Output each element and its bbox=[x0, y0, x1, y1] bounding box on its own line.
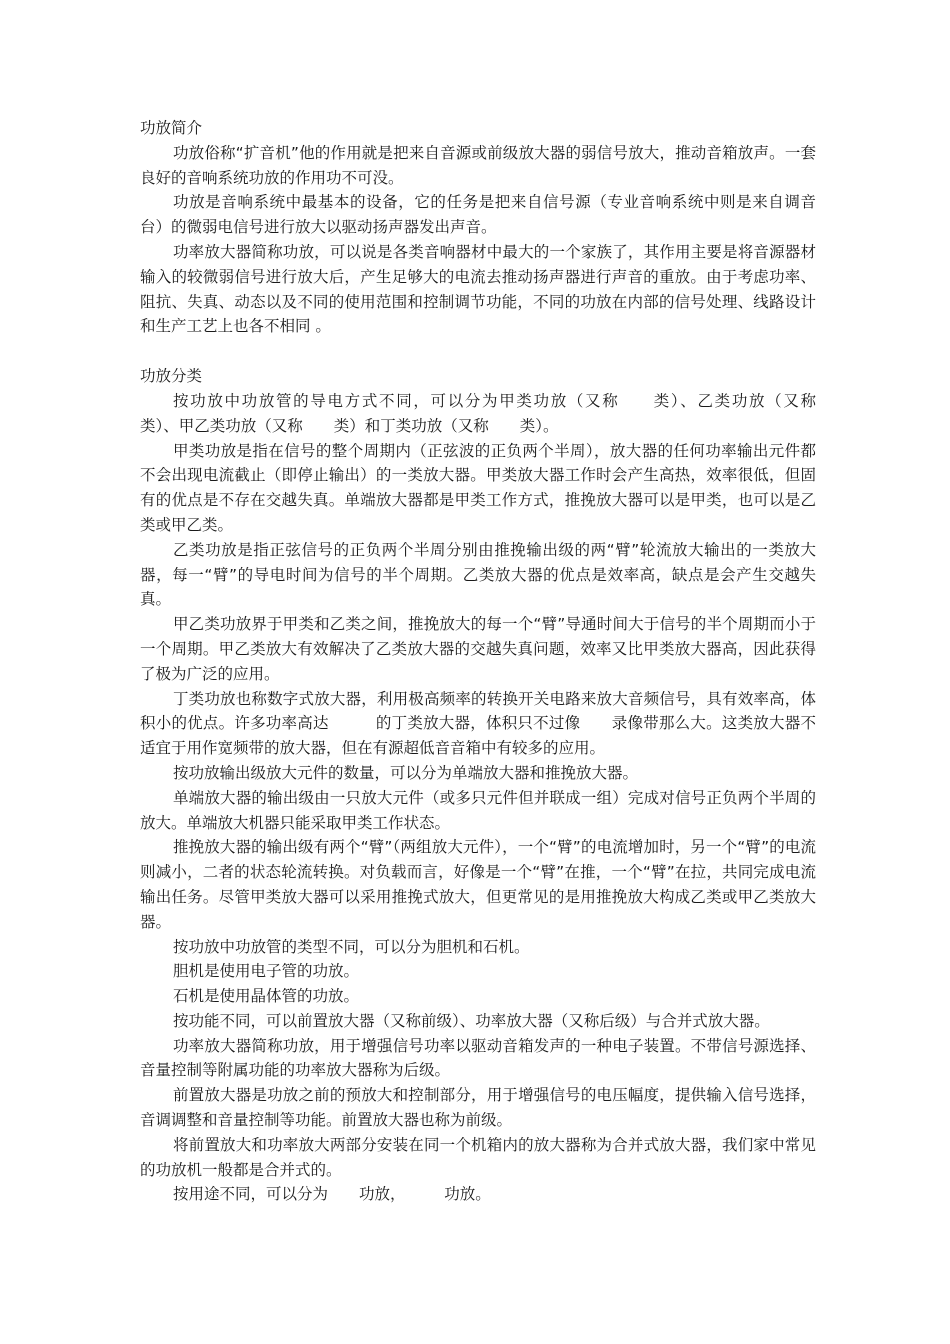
paragraph: 按功能不同，可以前置放大器（又称前级）、功率放大器（又称后级）与合并式放大器。 bbox=[173, 1011, 770, 1030]
section-intro bbox=[140, 116, 816, 339]
paragraph: 丁类功放也称数字式放大器，利用极高频率的转换开关电路来放大音频信号，具有效率高，体积小的优点。许多功率高达 的丁类放大器，体积只不过像 录像带那么大。这类放大器不适宜于用作宽频带的放大器，但在有源超低音音箱中有较多的应用。 bbox=[140, 689, 816, 758]
paragraph: 甲乙类功放界于甲类和乙类之间，推挽放大的每一个“臂”导通时间大于信号的半个周期而小于一个周期。甲乙类放大有效解决了乙类放大器的交越失真问题，效率又比甲类放大器高，因此获得了极为广泛的应用。 bbox=[140, 615, 816, 683]
paragraph: 按功放中功放管的导电方式不同，可以分为甲类功放（又称 类）、乙类功放（又称 类）、甲乙类功放（又称 类）和丁类功放（又称 类）。 bbox=[140, 391, 848, 435]
section-classification bbox=[140, 364, 848, 1207]
paragraph: 功率放大器简称功放，可以说是各类音响器材中最大的一个家族了，其作用主要是将音源器材输入的较微弱信号进行放大后，产生足够大的电流去推动扬声器进行声音的重放。由于考虑功率、阻抗、失真、动态以及不同的使用范围和控制调节功能，不同的功放在内部的信号处理、线路设计和生产工艺上也各不相同 。 bbox=[140, 242, 816, 336]
paragraph: 功率放大器简称功放，用于增强信号功率以驱动音箱发声的一种电子装置。不带信号源选择、音量控制等附属功能的功率放大器称为后级。 bbox=[140, 1036, 816, 1080]
paragraph: 乙类功放是指正弦信号的正负两个半周分别由推挽输出级的两“臂”轮流放大输出的一类放大器，每一“臂”的导电时间为信号的半个周期。乙类放大器的优点是效率高，缺点是会产生交越失真。 bbox=[140, 540, 816, 609]
paragraph: 单端放大器的输出级由一只放大元件（或多只元件但并联成一组）完成对信号正负两个半周的放大。单端放大机器只能采取甲类工作状态。 bbox=[140, 788, 816, 832]
paragraph: 按功放中功放管的类型不同，可以分为胆机和石机。 bbox=[173, 937, 530, 956]
section-heading: 功放分类 bbox=[140, 367, 203, 386]
paragraph: 按用途不同，可以分为 功放， 功放。 bbox=[173, 1185, 491, 1204]
paragraph: 按功放输出级放大元件的数量，可以分为单端放大器和推挽放大器。 bbox=[173, 763, 639, 782]
paragraph: 将前置放大和功率放大两部分安装在同一个机箱内的放大器称为合并式放大器，我们家中常见的功放机一般都是合并式的。 bbox=[140, 1135, 816, 1179]
section-heading: 功放简介 bbox=[140, 119, 203, 137]
section-spacer bbox=[140, 339, 816, 364]
paragraph: 胆机是使用电子管的功放。 bbox=[173, 962, 360, 981]
paragraph: 功放俗称“扩音机”他的作用就是把来自音源或前级放大器的弱信号放大，推动音箱放声。一套良好的音响系统功放的作用功不可没。 bbox=[140, 143, 816, 187]
paragraph: 石机是使用晶体管的功放。 bbox=[173, 987, 360, 1006]
paragraph: 前置放大器是功放之前的预放大和控制部分，用于增强信号的电压幅度，提供输入信号选择，音调调整和音量控制等功能。前置放大器也称为前级。 bbox=[140, 1086, 816, 1130]
paragraph: 推挽放大器的输出级有两个“臂”（两组放大元件），一个“臂”的电流增加时，另一个“臂”的电流则减小，二者的状态轮流转换。对负载而言，好像是一个“臂”在推，一个“臂”在拉，共同完成电流输出任务。尽管甲类放大器可以采用推挽式放大，但更常见的是用推挽放大构成乙类或甲乙类放大器。 bbox=[140, 838, 816, 931]
paragraph: 甲类功放是指在信号的整个周期内（正弦波的正负两个半周），放大器的任何功率输出元件都不会出现电流截止（即停止输出）的一类放大器。甲类放大器工作时会产生高热，效率很低，但固有的优点是不存在交越失真。单端放大器都是甲类工作方式，推挽放大器可以是甲类，也可以是乙类或甲乙类。 bbox=[140, 441, 816, 534]
document-page bbox=[140, 116, 848, 1207]
paragraph: 功放是音响系统中最基本的设备，它的任务是把来自信号源（专业音响系统中则是来自调音台）的微弱电信号进行放大以驱动扬声器发出声音。 bbox=[140, 193, 816, 237]
